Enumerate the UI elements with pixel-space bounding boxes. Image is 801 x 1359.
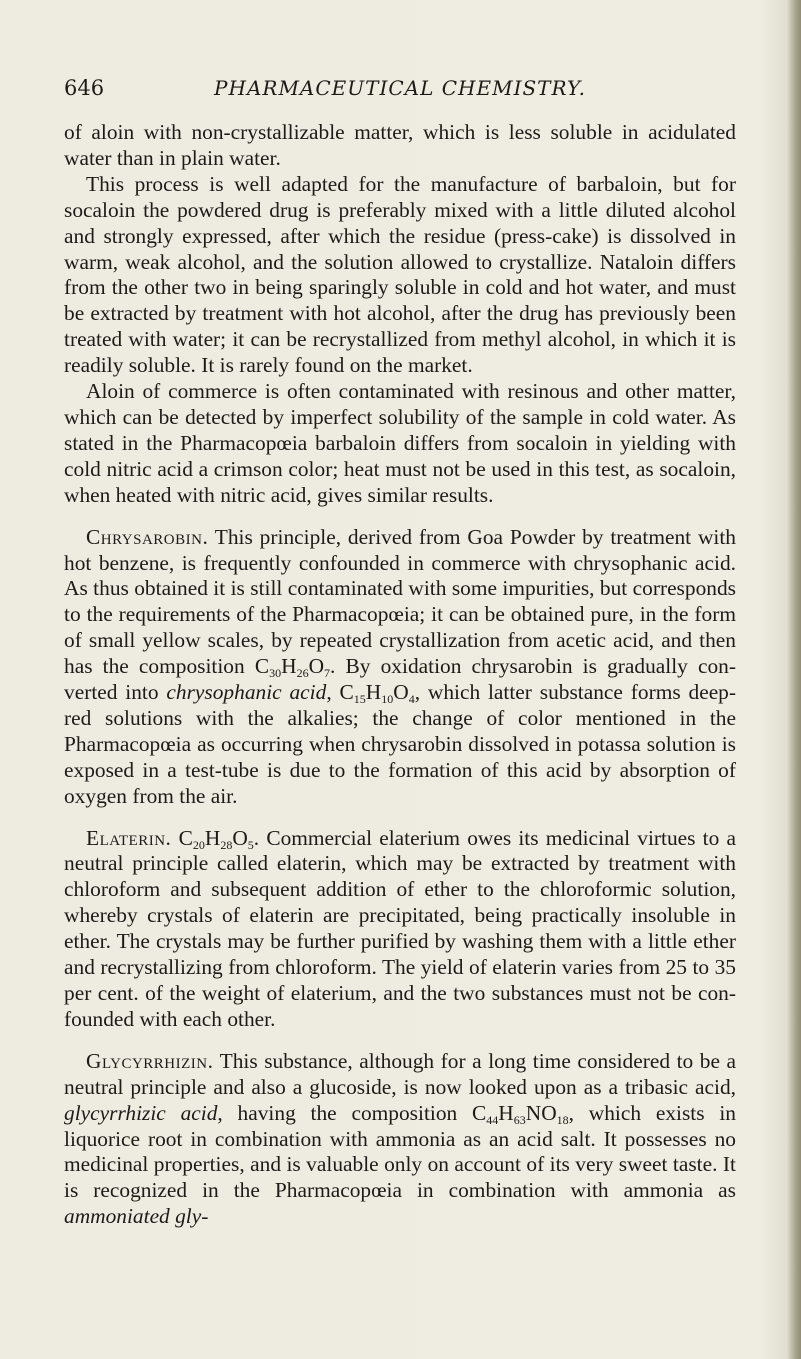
page-header — [64, 76, 736, 106]
page-body — [64, 120, 736, 1230]
paragraph-aloin-commerce: Aloin of commerce is often contaminated with resinous and other matter, which can be detected by imperfect solubility of the sample in cold water. As stated in the Pharmacopœia barbaloin differs from socaloin in yielding with cold nitric acid a crimson color; heat must not be used in this test, as socaloin, when heated with nitric acid, gives similar results. — [64, 379, 736, 507]
page-edge-shadow — [787, 0, 801, 1359]
page-number: 646 — [64, 76, 105, 100]
running-head: PHARMACEUTICAL CHEMISTRY. — [214, 76, 586, 100]
term-chrysophanic-acid: chrysophanic acid — [166, 680, 327, 705]
section-chrysarobin: Chrysarobin. This principle, derived from Goa Powder by treatment with hot benzene, is frequently confounded in commerce with chrysophanic acid. As thus obtained it is still contaminated with some impurities, but corresponds to the requirements of the Pharmacopœia; it can be obtained pure, in the form of small yellow scales, by repeated crystallization from acetic acid, and then has the composition $C_{30}H_{26}O_7$. By oxidation chrysarobin is gradually converted into chrysophanic acid, $C_{15}H_{10}O_4$, which latter substance forms deep-red solutions with the alkalies; the change of color mentioned in the Pharmacopœia as occurring when chrysarobin dissolved in potassa solution is exposed in a test-tube is due to the formation of this acid by absorption of oxygen from the air. — [64, 524, 737, 808]
heading-glycyrrhizin: Glycyrrhizin. — [86, 1048, 214, 1073]
paragraph-socaloin-process: This process is well adapted for the manufacture of barbaloin, but for socaloin the powdered drug is preferably mixed with a little diluted alcohol and strongly expressed, after which the residue (press-cake) is dissolved in warm, weak alcohol, and the solution allowed to crystallize. Nataloin differs from the other two in being sparingly soluble in cold and hot water, and must be extracted by treatment with hot alcohol, after the drug has previously been treated with water; it can be recrystallized from methyl alcohol, in which it is readily soluble. It is rarely found on the market. — [64, 171, 736, 378]
heading-elaterin: Elaterin. — [86, 825, 172, 850]
section-elaterin: Elaterin. $C_{20}H_{28}O_5$. Commercial elaterium owes its medicinal virtues to a neutral principle called elaterin, which may be extracted by treatment with chloroform and subsequent addition of ether to the chloroformic solution, whereby crystals of elaterin are precipitated, being practically insoluble in ether. The crystals may be further purified by washing them with a little ether and recrystallizing from chloroform. The yield of elaterin varies from 25 to 35 per cent. of the weight of elaterium, and the two substances must not be confounded with each other. — [64, 825, 736, 1031]
term-ammoniated-glycyrrhizin: ammoniated gly- — [64, 1204, 209, 1229]
section-glycyrrhizin: Glycyrrhizin. This substance, although for a long time considered to be a neutral principle and also a glucoside, is now looked upon as a tribasic acid, glycyrrhizic acid, having the composition $C_{44}H_{63}NO_{18}$, which exists in liquorice root in combination with ammonia as an acid salt. It possesses no medicinal properties, and is valuable only on account of its very sweet taste. It is recognized in the Pharmacopœia in combination with ammonia as ammoniated gly- — [64, 1048, 737, 1229]
paragraph-aloin-continued: of aloin with non-crystallizable matter, which is less soluble in acidulated water than in plain water. — [64, 120, 736, 170]
heading-chrysarobin: Chrysarobin. — [86, 524, 209, 549]
term-glycyrrhizic-acid: glycyrrhizic acid — [64, 1100, 218, 1125]
